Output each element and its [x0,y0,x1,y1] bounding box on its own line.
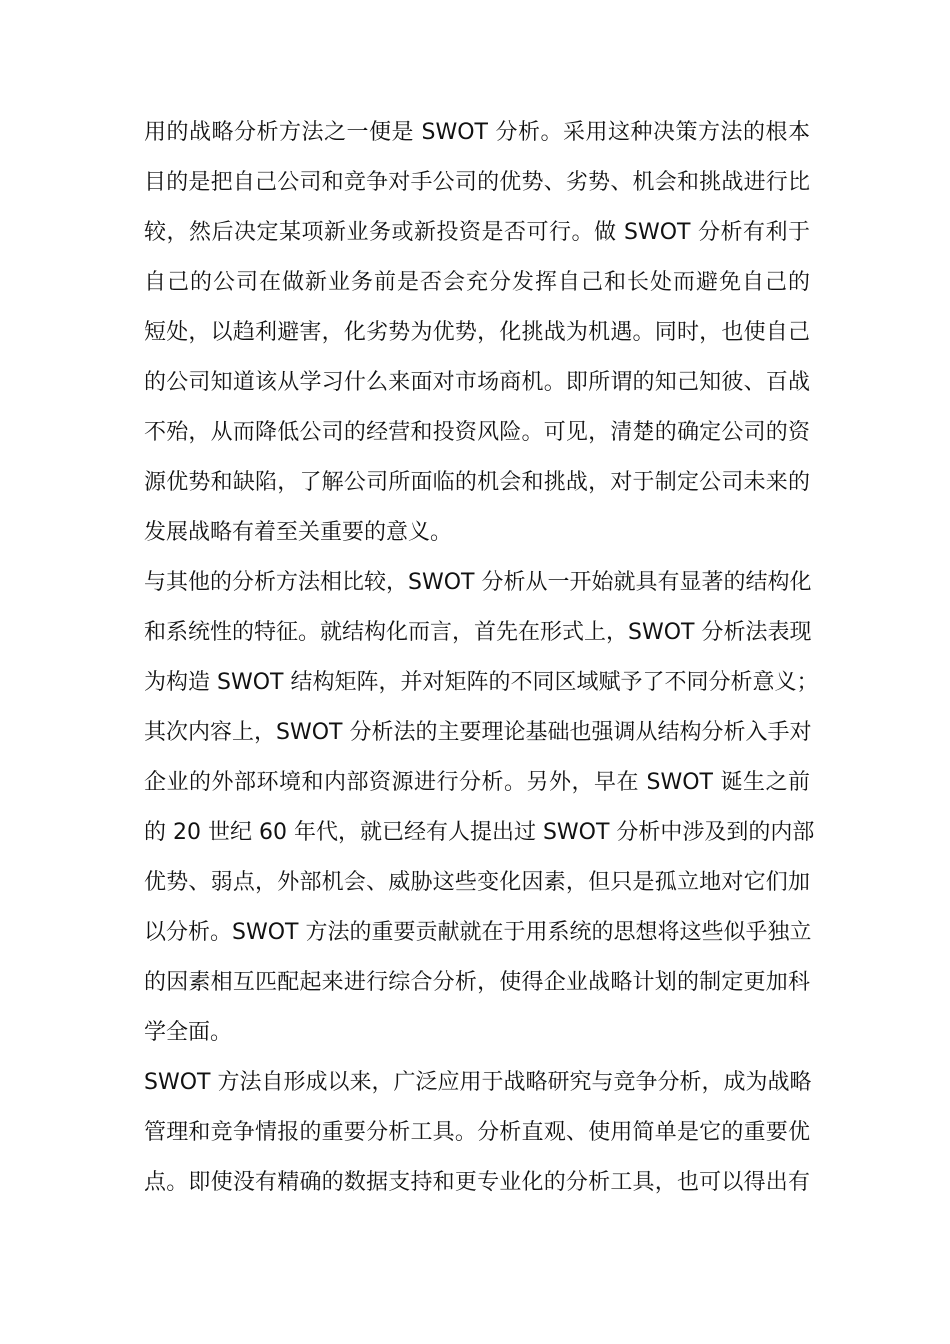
text-line: 用的战略分析方法之一便是 SWOT 分析。采用这种决策方法的根本 [144,120,810,145]
text-line: 的因素相互匹配起来进行综合分析，使得企业战略计划的制定更加科 [144,970,810,995]
text-line: 较，然后决定某项新业务或新投资是否可行。做 SWOT 分析有利于 [144,220,810,245]
text-line: 学全面。 [144,1020,233,1045]
text-line: 不殆，从而降低公司的经营和投资风险。可见，清楚的确定公司的资 [144,420,810,445]
text-line: 自己的公司在做新业务前是否会充分发挥自己和长处而避免自己的 [144,270,810,295]
text-line: 与其他的分析方法相比较，SWOT 分析从一开始就具有显著的结构化 [144,570,812,595]
text-line: 以分析。SWOT 方法的重要贡献就在于用系统的思想将这些似乎独立 [144,920,812,945]
text-line: 管理和竞争情报的重要分析工具。分析直观、使用简单是它的重要优 [144,1120,810,1145]
text-line: 企业的外部环境和内部资源进行分析。另外，早在 SWOT 诞生之前 [144,770,810,795]
text-line: 其次内容上，SWOT 分析法的主要理论基础也强调从结构分析入手对 [144,720,812,745]
text-line: SWOT 方法自形成以来，广泛应用于战略研究与竞争分析，成为战略 [144,1070,812,1095]
text-line: 点。即使没有精确的数据支持和更专业化的分析工具，也可以得出有 [144,1170,810,1195]
text-line: 为构造 SWOT 结构矩阵，并对矩阵的不同区域赋予了不同分析意义； [144,670,819,695]
text-line: 源优势和缺陷，了解公司所面临的机会和挑战，对于制定公司未来的 [144,470,810,495]
text-line: 目的是把自己公司和竞争对手公司的优势、劣势、机会和挑战进行比 [144,170,810,195]
text-line: 短处，以趋利避害，化劣势为优势，化挑战为机遇。同时，也使自己 [144,320,810,345]
text-line: 的公司知道该从学习什么来面对市场商机。即所谓的知己知彼、百战 [144,370,810,395]
text-line: 和系统性的特征。就结构化而言，首先在形式上，SWOT 分析法表现 [144,620,812,645]
text-line: 发展战略有着至关重要的意义。 [144,520,453,545]
text-line: 优势、弱点，外部机会、威胁这些变化因素，但只是孤立地对它们加 [144,870,810,895]
text-line: 的 20 世纪 60 年代，就已经有人提出过 SWOT 分析中涉及到的内部 [144,820,815,845]
